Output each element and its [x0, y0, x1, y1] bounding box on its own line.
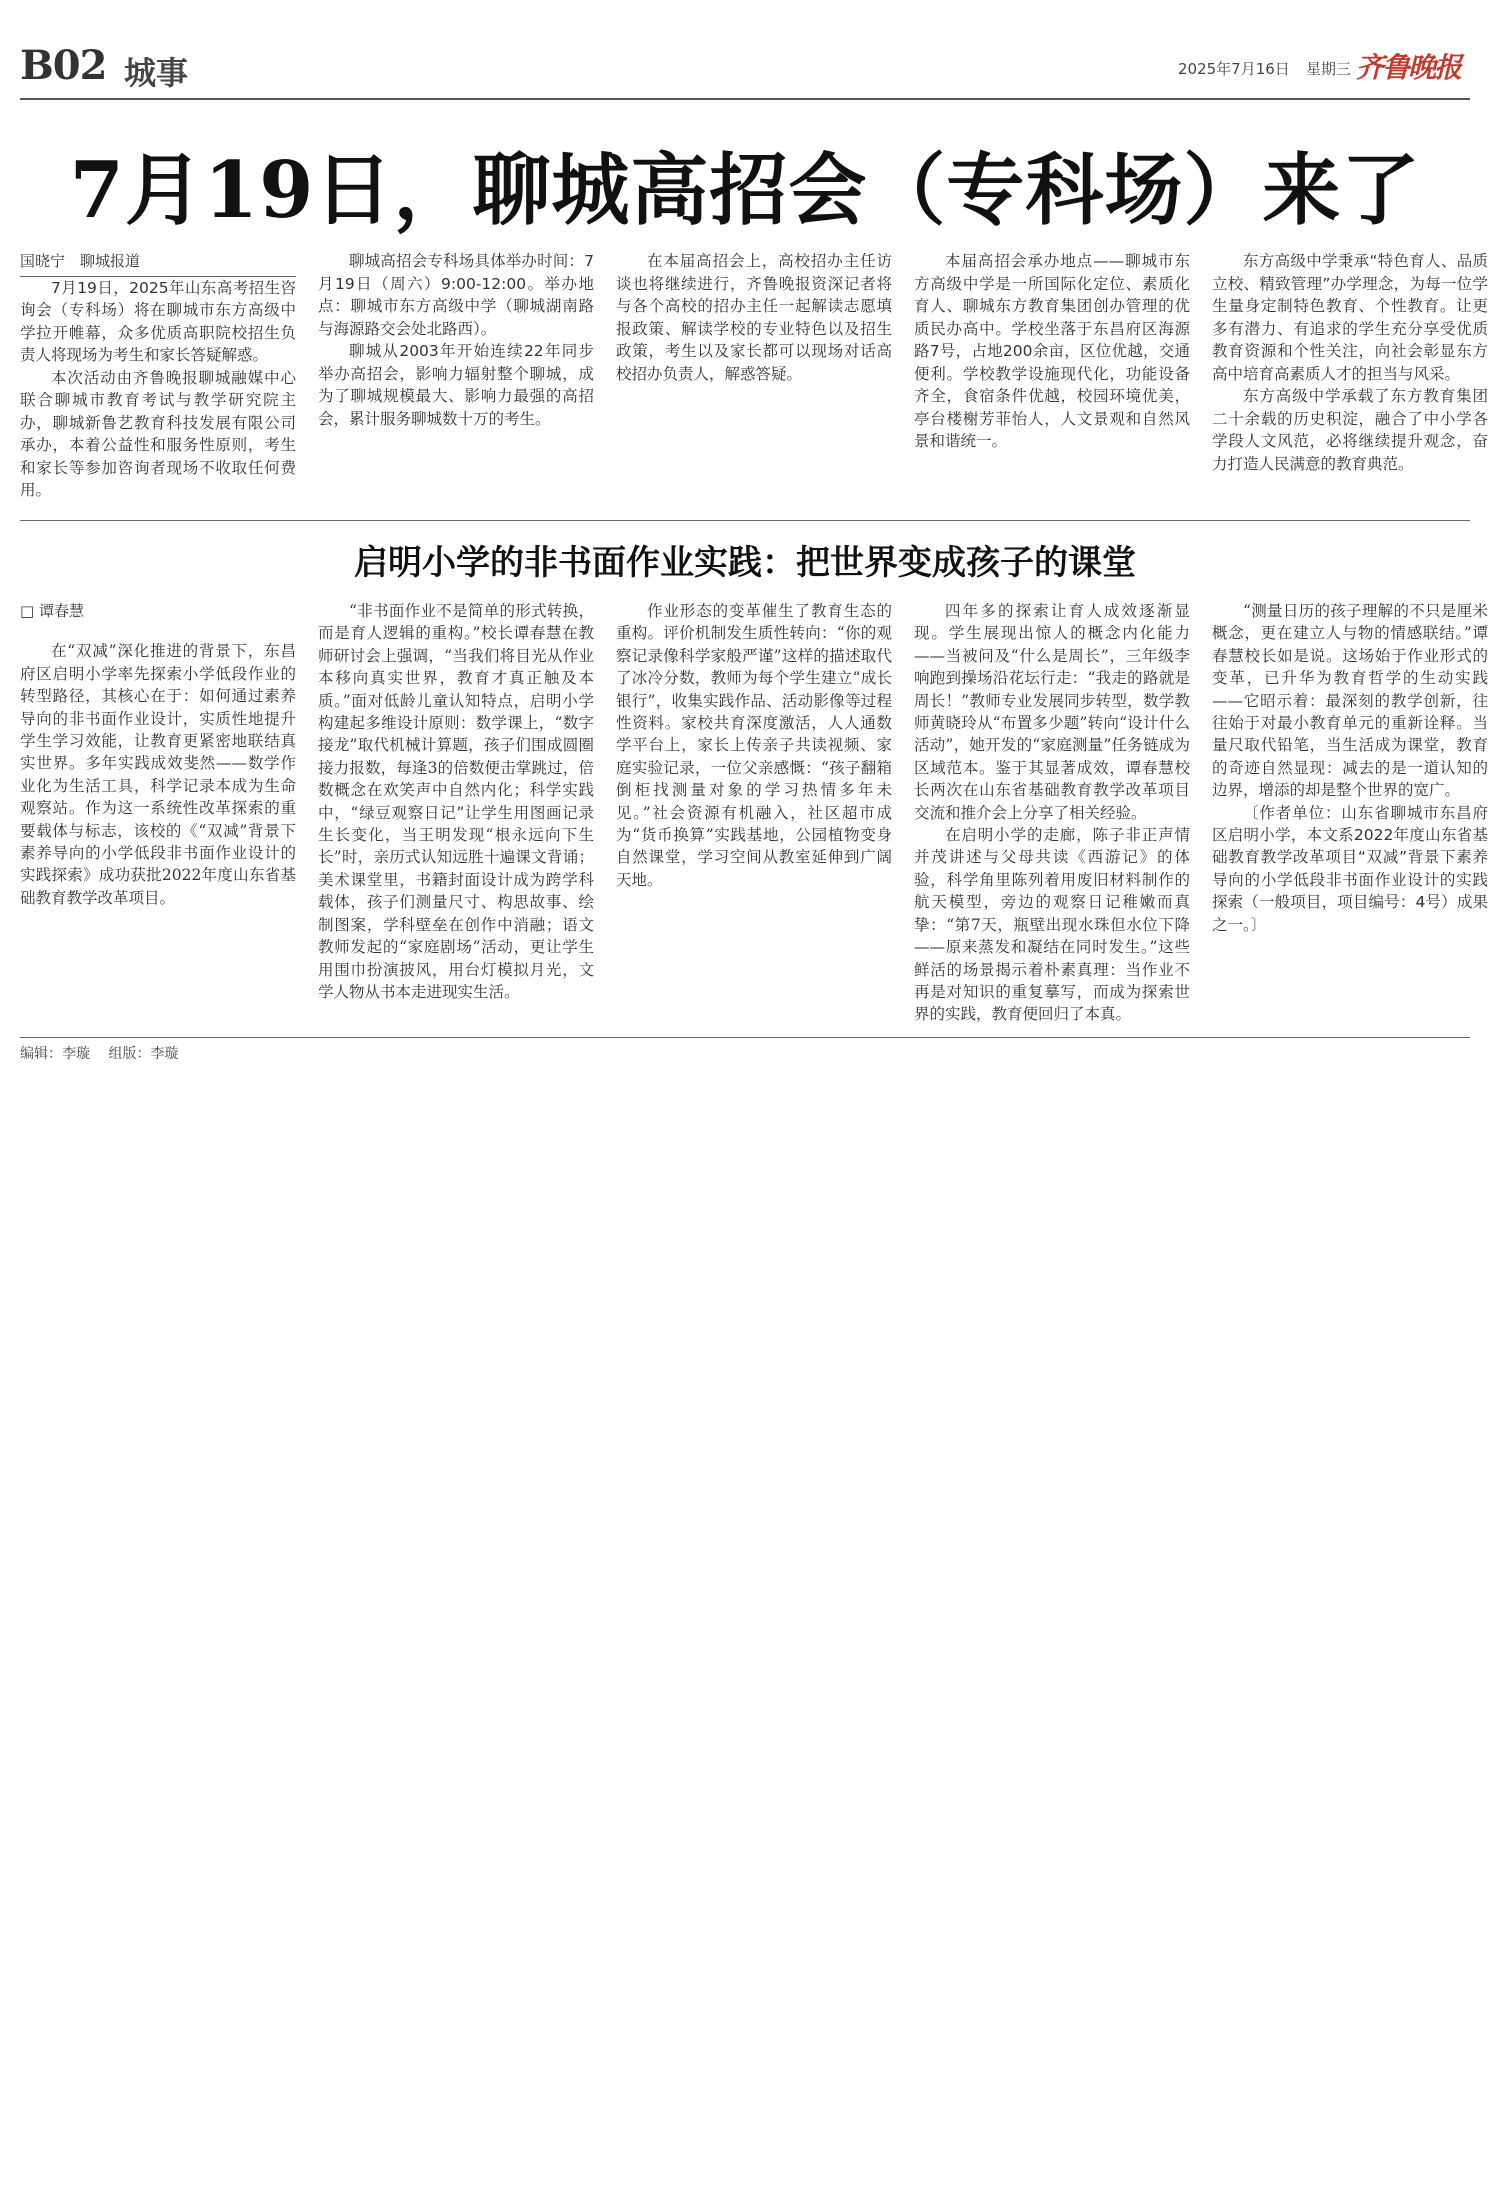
- footer-divider: [20, 1037, 1470, 1038]
- section-code: B02: [20, 42, 107, 89]
- article2-column-5: [1212, 600, 1488, 1026]
- section-divider: [20, 520, 1470, 521]
- article2-column-1: [20, 600, 296, 1026]
- article1-column-3: [616, 250, 892, 502]
- page-footer: [20, 1043, 192, 1063]
- article2-paragraph: 在启明小学的走廊，陈子非正声情并茂讲述与父母共读《西游记》的体验，科学角里陈列着用废旧材料制作的航天模型，旁边的观察日记稚嫩而真挚：“第7天，瓶壁出现水珠但水位下降——原来蒸发和凝结在同时发生。”这些鲜活的场景揭示着朴素真理：当作业不再是对知识的重复摹写，而成为探索世界的实践，教育便回归了本真。: [914, 826, 1190, 1024]
- editor-credit: 编辑：李璇: [20, 1046, 90, 1062]
- article1-paragraph: 东方高级中学承载了东方教育集团二十余载的历史积淀，融合了中小学各学段人文风范，必将继续提升观念，奋力打造人民满意的教育典范。: [1212, 387, 1488, 473]
- issue-weekday: 星期三: [1306, 60, 1352, 78]
- author-note: 〔作者单位：山东省聊城市东昌府区启明小学，本文系2022年度山东省基础教育教学改革项目“双减”背景下素养导向的小学低段非书面作业设计的实践探索（一般项目，项目编号：4号）成果之一。〕: [1212, 803, 1488, 934]
- article1-paragraph: 7月19日，2025年山东高考招生咨询会（专科场）将在聊城市东方高级中学拉开帷幕，众多优质高职院校招生负责人将现场为考生和家长答疑解惑。: [20, 278, 296, 364]
- article2-paragraph: “测量日历的孩子理解的不只是厘米概念，更在建立人与物的情感联结。”谭春慧校长如是说。这场始于作业形式的变革，已升华为教育哲学的生动实践——它昭示着：最深刻的教学创新，往往始于对最小教育单元的重新诠释。当量尺取代铅笔，当生活成为课堂，教育的奇迹自然显现：减去的是一道认知的边界，增添的却是整个世界的宽广。: [1212, 602, 1488, 800]
- article1-body: [20, 250, 1488, 502]
- article2-paragraph: “非书面作业不是简单的形式转换，而是育人逻辑的重构。”校长谭春慧在教师研讨会上强调，“当我们将目光从作业本移向真实世界，教育才真正触及本质。”面对低龄儿童认知特点，启明小学构建起多维设计原则：数学课上，“数字接龙”取代机械计算题，孩子们围成圆圈接力报数，每逢3的倍数便击掌跳过，倍数概念在欢笑声中自然内化；科学实践中，“绿豆观察日记”让学生用图画记录生长变化，当王明发现“根永远向下生长”时，亲历式认知远胜十遍课文背诵；美术课堂里，书籍封面设计成为跨学科载体，孩子们测量尺寸、构思故事、绘制图案，学科壁垒在创作中消融；语文教师发起的“家庭剧场”活动，更让学生用围巾扮演披风，用台灯模拟月光，文学人物从书本走进现实生活。: [318, 602, 594, 1001]
- article1-byline: 国晓宁 聊城报道: [20, 250, 296, 277]
- article1-paragraph: 聊城从2003年开始连续22年同步举办高招会，影响力辐射整个聊城，成为了聊城规模最大、影响力最强的高招会，累计服务聊城数十万的考生。: [318, 342, 594, 428]
- article2-byline: □ 谭春慧: [20, 602, 84, 620]
- article1-column-2: [318, 250, 594, 502]
- article1-paragraph: 本次活动由齐鲁晚报聊城融媒中心联合聊城市教育考试与教学研究院主办，聊城新鲁艺教育科技发展有限公司承办，本着公益性和服务性原则，考生和家长等参加咨询者现场不收取任何费用。: [20, 368, 296, 499]
- article2-column-2: [318, 600, 594, 1026]
- article1-paragraph: 聊城高招会专科场具体举办时间：7月19日（周六）9:00-12:00。举办地点：聊城市东方高级中学（聊城湖南路与海源路交会处北路西）。: [318, 252, 594, 338]
- layout-credit: 组版：李璇: [108, 1046, 179, 1062]
- article2-paragraph: 在“双减”深化推进的背景下，东昌府区启明小学率先探索小学低段作业的转型路径，其核心在于：如何通过素养导向的非书面作业设计，实质性地提升学生学习效能，让教育更紧密地联结真实世界。多年实践成效斐然——数学作业化为生活工具，科学记录本成为生命观察站。作为这一系统性改革探索的重要载体与标志，该校的《“双减”背景下素养导向的小学低段非书面作业设计的实践探索》成功获批2022年度山东省基础教育教学改革项目。: [20, 642, 296, 907]
- article1-headline: 7月19日，聊城高招会（专科场）来了: [69, 145, 1421, 236]
- issue-date: 2025年7月16日: [1178, 60, 1290, 78]
- newspaper-page: [20, 0, 1488, 2185]
- article2-headline: 启明小学的非书面作业实践：把世界变成孩子的课堂: [354, 543, 1136, 583]
- article1-column-4: [914, 250, 1190, 502]
- page-header: [20, 38, 1470, 100]
- article2-paragraph: 四年多的探索让育人成效逐渐显现。学生展现出惊人的概念内化能力——当被问及“什么是周长”，三年级李响跑到操场沿花坛行走：“我走的路就是周长！”教师专业发展同步转型，数学教师黄晓玲从“布置多少题”转向“设计什么活动”，她开发的“家庭测量”任务链成为区域范本。鉴于其显著成效，谭春慧校长两次在山东省基础教育教学改革项目交流和推介会上分享了相关经验。: [914, 602, 1190, 822]
- newspaper-logo: 齐鲁晚报: [1356, 51, 1461, 84]
- article1-paragraph: 本届高招会承办地点——聊城市东方高级中学是一所国际化定位、素质化育人、聊城东方教育集团创办管理的优质民办高中。学校坐落于东昌府区海源路7号，占地200余亩，区位优越，交通便利。学校教学设施现代化，功能设备齐全，食宿条件优越，校园环境优美，亭台楼榭芳菲怡人，人文景观和自然风景和谐统一。: [914, 252, 1190, 450]
- article1-paragraph: 东方高级中学秉承“特色育人、品质立校、精致管理”办学理念，为每一位学生量身定制特色教育、个性教育。让更多有潜力、有追求的学生充分享受优质教育资源和个性关注，向社会彰显东方高中培育高素质人才的担当与风采。: [1212, 252, 1488, 383]
- article2-paragraph: 作业形态的变革催生了教育生态的重构。评价机制发生质性转向：“你的观察记录像科学家般严谨”这样的描述取代了冰冷分数，教师为每个学生建立“成长银行”，收集实践作品、活动影像等过程性资料。家校共育深度激活，人人通数学平台上，家长上传亲子共读视频、家庭实验记录，一位父亲感慨：“孩子翻箱倒柜找测量对象的学习热情多年未见。”社会资源有机融入，社区超市成为“货币换算”实践基地，公园植物变身自然课堂，学习空间从教室延伸到广阔天地。: [616, 602, 892, 889]
- article2-column-3: [616, 600, 892, 1026]
- article1-column-5: [1212, 250, 1488, 502]
- article2-column-4: [914, 600, 1190, 1026]
- section-name: 城事: [124, 54, 189, 92]
- article1-column-1: [20, 250, 296, 502]
- article1-paragraph: 在本届高招会上，高校招办主任访谈也将继续进行，齐鲁晚报资深记者将与各个高校的招办主任一起解读志愿填报政策、解读学校的专业特色以及招生政策，考生以及家长都可以现场对话高校招办负责人，解惑答疑。: [616, 252, 892, 383]
- article2-body: [20, 600, 1488, 1026]
